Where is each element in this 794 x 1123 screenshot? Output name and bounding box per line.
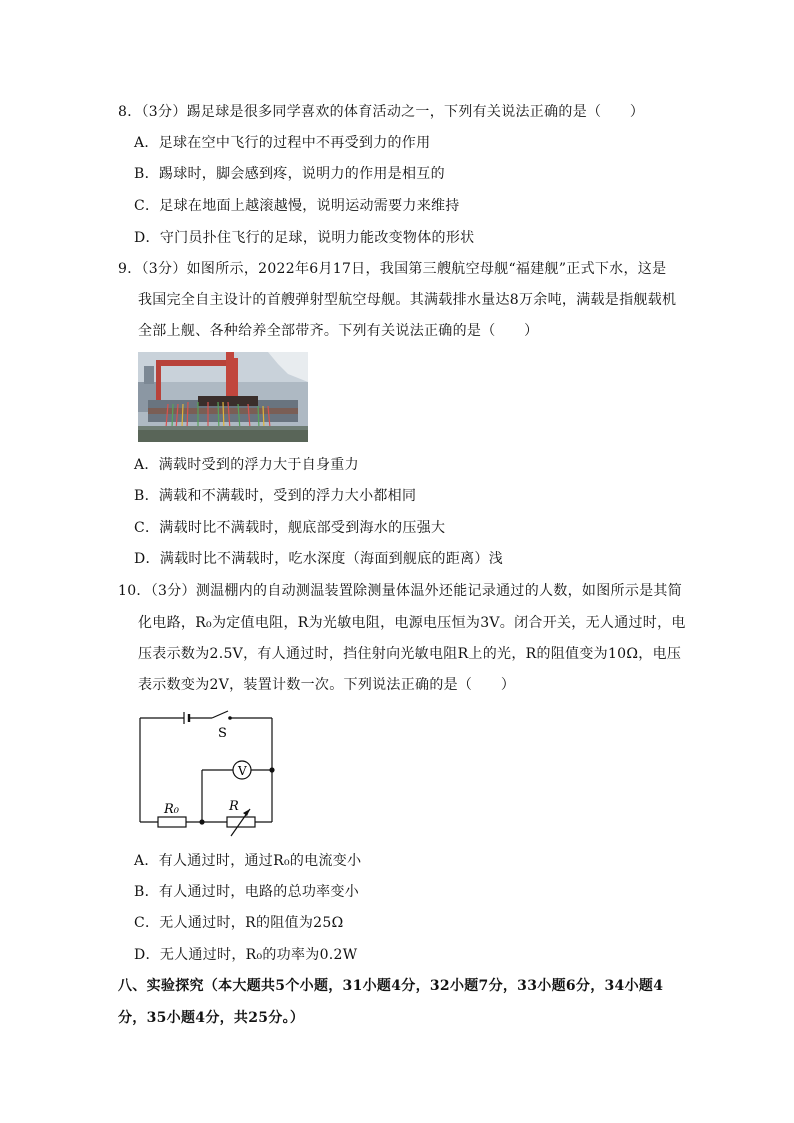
switch-label: S [218,726,227,741]
q10-option-d: D．无人通过时，R₀的功率为0.2W [134,947,358,963]
q9-stem-line-3: 全部上舰、各种给养全部带齐。下列有关说法正确的是（ ） [138,323,539,339]
switch-blade [212,711,228,718]
q10-stem-line-4: 表示数变为2V，装置计数一次。下列说法正确的是（ ） [138,677,516,693]
q8-option-a: A．足球在空中飞行的过程中不再受到力的作用 [134,135,431,151]
voltmeter-label: V [238,764,247,778]
q10-stem-line-2: 化电路，R₀为定值电阻，R为光敏电阻，电源电压恒为3V。闭合开关，无人通过时，电 [138,615,686,631]
q8-stem: 8．（3分）踢足球是很多同学喜欢的体育活动之一，下列有关说法正确的是（ ） [118,104,645,120]
aircraft-carrier-photo [138,352,308,442]
junction-node-left [199,819,204,824]
r-label: R [229,799,239,814]
r0-label: R₀ [164,802,179,817]
switch-contact [228,716,232,720]
section-heading-line-1: 八、实验探究（本大题共5个小题，31小题4分，32小题7分，33小题6分，34小题4 [118,978,664,994]
q8-option-b: B．踢球时，脚会感到疼，说明力的作用是相互的 [134,166,445,182]
q10-stem-line-1: 10．（3分）测温棚内的自动测温装置除测量体温外还能记录通过的人数，如图所示是其简 [118,583,683,599]
q10-option-c: C．无人通过时，R的阻值为25Ω [134,915,344,931]
q9-option-a: A．满载时受到的浮力大于自身重力 [134,457,359,473]
section-heading-line-2: 分，35小题4分，共25分。） [118,1010,305,1026]
junction-node-right [269,767,274,772]
q9-option-c: C．满载时比不满载时，舰底部受到海水的压强大 [134,520,446,536]
q9-option-d: D．满载时比不满载时，吃水深度（海面到舰底的距离）浅 [134,551,504,567]
q9-stem-line-2: 我国完全自主设计的首艘弹射型航空母舰。其满载排水量达8万余吨，满载是指舰载机 [138,292,677,308]
circuit-diagram [130,705,290,840]
q10-stem-line-3: 压表示数为2.5V，有人通过时，挡住射向光敏电阻R上的光，R的阻值变为10Ω，电压 [138,646,682,662]
q10-option-a: A．有人通过时，通过R₀的电流变小 [134,853,362,869]
q8-option-c: C．足球在地面上越滚越慢，说明运动需要力来维持 [134,198,460,214]
q10-option-b: B．有人通过时，电路的总功率变小 [134,884,360,900]
q9-option-b: B．满载和不满载时，受到的浮力大小都相同 [134,488,417,504]
q8-option-d: D．守门员扑住飞行的足球，说明力能改变物体的形状 [134,230,475,246]
q9-stem-line-1: 9．（3分）如图所示，2022年6月17日，我国第三艘航空母舰“福建舰”正式下水，这是 [118,261,667,277]
resistor-r0 [158,817,186,827]
